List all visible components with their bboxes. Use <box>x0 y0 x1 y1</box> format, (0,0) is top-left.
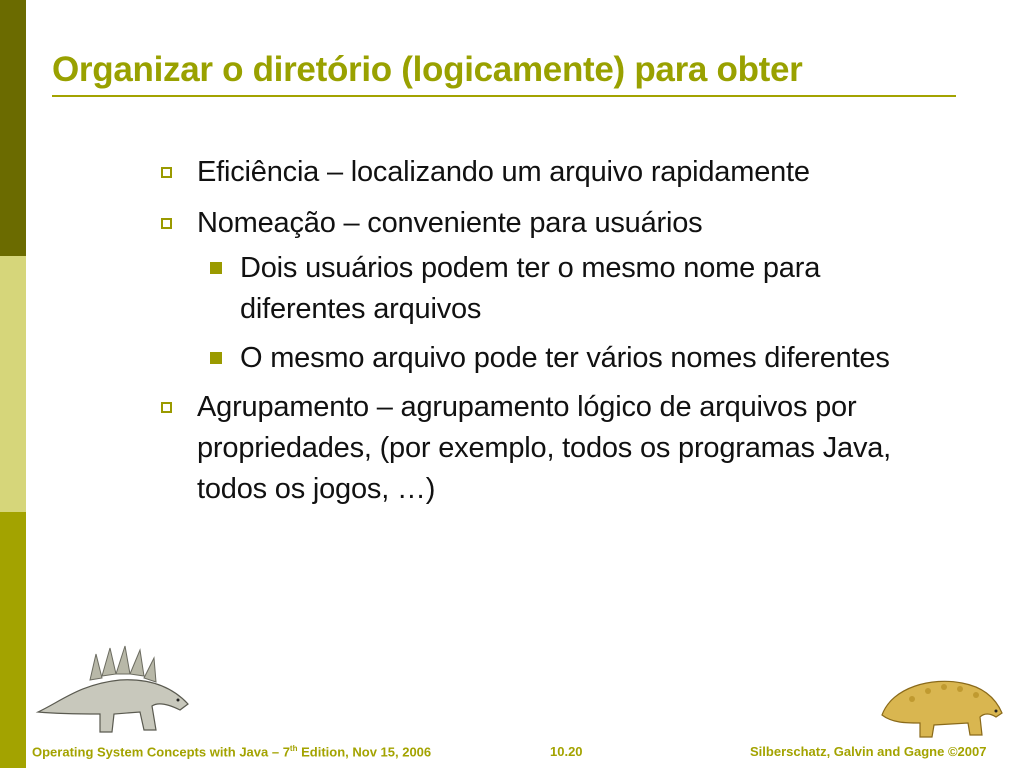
filled-square-bullet-icon <box>210 352 222 364</box>
bullet-text: Nomeação – conveniente para usuários <box>197 207 703 239</box>
sub-bullet-text: O mesmo arquivo pode ter vários nomes diferentes <box>240 342 890 374</box>
footer-left-pre: Operating System Concepts with Java – 7 <box>32 744 290 760</box>
sub-bullet-text: Dois usuários podem ter o mesmo nome para diferentes arquivos <box>240 252 821 325</box>
footer-page-number: 10.20 <box>550 744 583 759</box>
hollow-square-bullet-icon <box>161 167 172 178</box>
ankylosaurus-icon <box>872 665 1012 745</box>
sidebar-band-dark <box>0 0 26 256</box>
footer-authors: Silberschatz, Galvin and Gagne ©2007 <box>750 744 987 759</box>
hollow-square-bullet-icon <box>161 402 172 413</box>
bullet-efficiency <box>158 152 948 193</box>
stegosaurus-icon <box>30 640 200 740</box>
bullet-grouping <box>158 387 948 510</box>
filled-square-bullet-icon <box>210 262 222 274</box>
hollow-square-bullet-icon <box>161 218 172 229</box>
footer-left-sup: th <box>289 744 298 753</box>
sidebar-band-light <box>0 256 26 512</box>
footer-left-post: Edition, Nov 15, 2006 <box>297 744 432 760</box>
sidebar-band-mid <box>0 512 26 768</box>
bullet-list <box>158 152 948 520</box>
sidebar-decoration <box>0 0 26 768</box>
bullet-text: Eficiência – localizando um arquivo rapidamente <box>197 156 810 188</box>
title-underline <box>52 95 956 97</box>
bullet-naming <box>158 203 948 244</box>
sub-bullet-same-name <box>202 248 948 330</box>
sub-bullet-multiple-names <box>202 338 948 379</box>
slide-title: Organizar o diretório (logicamente) para obter <box>52 50 803 89</box>
bullet-text: Agrupamento – agrupamento lógico de arquivos por propriedades, (por exemplo, todos os programas Java, todos os jogos, …) <box>197 391 892 505</box>
footer-book-title <box>32 744 431 759</box>
